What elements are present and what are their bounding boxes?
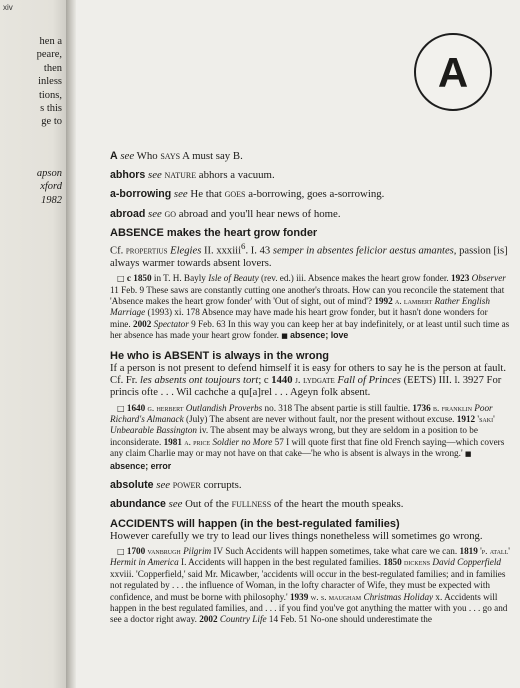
cite-author: vanbrugh [145, 546, 181, 557]
cite-title: Christmas Holiday [361, 591, 434, 602]
entry-text: of the heart the mouth speaks. [271, 498, 404, 511]
latin-quote: semper in absentes felicior aestus amantes, [272, 245, 457, 257]
left-page-text [0, 35, 62, 207]
entry-keyword: power [172, 479, 201, 492]
cite-author: a. lambert [392, 295, 433, 306]
citation-square-icon: □ [117, 547, 125, 557]
citations [110, 546, 510, 626]
cite-year: 1440 [271, 375, 293, 387]
cite-year: 1640 [126, 402, 146, 413]
cite-author: 'p. atall' [477, 546, 510, 557]
left-line: s this [40, 103, 62, 115]
entry-accidents [110, 518, 510, 626]
entry-a [110, 150, 510, 162]
cite-title: Fall of Princes [334, 375, 401, 387]
cite-year: c 1850 [126, 273, 152, 284]
cite-year: 2002 [132, 318, 152, 329]
headword: A [110, 150, 118, 162]
cite-text: (July) The absent are never without fault, nor the present without excuse. [183, 414, 457, 425]
cite-text: I. Accidents will happen in the best regulated families. [178, 557, 384, 568]
cite-title: Country Life [217, 614, 267, 625]
entry-abundance [110, 498, 510, 510]
section-letter-badge [414, 33, 492, 111]
entry-text: Out of the [182, 498, 232, 511]
def-text: Cf. [110, 245, 126, 257]
entry-definition: However carefully we try to lead our lives things nonetheless will sometimes go wrong. [110, 530, 483, 542]
cite-year: 1819 [459, 546, 478, 557]
cite-year: 1736 [412, 402, 431, 413]
left-page [0, 0, 66, 688]
entry-abhors [110, 169, 510, 181]
cite-text: 9 Feb. 63 In this way you can keep her at bay indefinitely, or at least until such time as her absence has made your heart grow fonder. [110, 318, 510, 341]
citation-square-icon: □ [117, 274, 125, 284]
left-line: peare, [36, 49, 62, 61]
cite-year: 1850 [383, 557, 402, 568]
cite-author: dickens [401, 557, 431, 568]
cite-year: 1923 [450, 273, 470, 284]
left-line: xford [40, 181, 62, 193]
cite-title: Unbearable Bassington [110, 425, 198, 436]
crossref-square-icon: ■ [464, 450, 472, 459]
entry-absence [110, 227, 510, 343]
headword: abroad [110, 207, 146, 220]
cite-year: 1912 [456, 414, 476, 425]
page-number: xiv [3, 3, 13, 12]
cite-text: IV Such Accidents will happen sometimes, take what care we can. [211, 546, 460, 557]
def-text: . I. 43 [245, 245, 273, 257]
right-page [76, 0, 520, 688]
left-line: hen a [39, 36, 62, 47]
see-ref: see [148, 169, 162, 182]
entry-text: a-borrowing, goes a-sorrowing. [245, 188, 385, 201]
entry-keyword: fullness [231, 498, 272, 511]
see-ref: see [173, 188, 188, 201]
entry-absolute [110, 479, 510, 491]
headword: ACCIDENTS will happen (in the best-regulated families) [110, 517, 400, 530]
left-line: ge to [41, 116, 62, 128]
headword: a-borrowing [110, 188, 172, 201]
entry-keyword: says [160, 150, 181, 162]
cite-title: Pilgrim [180, 546, 212, 557]
def-text: passion [is] always warmer towards absent lovers. [110, 245, 508, 269]
cite-title: Hermit in America [110, 557, 179, 568]
entry-text: A must say B. [180, 150, 243, 162]
entry-keyword: nature [164, 169, 197, 182]
book-gutter [66, 0, 76, 688]
entry-absent [110, 350, 510, 473]
entry-a-borrowing [110, 188, 510, 200]
cite-title: Outlandish Proverbs [183, 402, 263, 413]
left-gap [0, 129, 62, 167]
entry-abroad [110, 208, 510, 220]
cite-text: xxviii. 'Copperfield,' said Mr. Micawber, 'accidents will occur in the best-regulated families; and in families not regulated by . . . the influence of Woman, in the lofty character of Wife, they must be expected with confidence, and must be borne with philosophy.' [110, 568, 506, 602]
def-text: If a person is not present to defend himself it is easy for others to say he is the person at fault. Cf. Fr. [110, 362, 506, 387]
cite-title: Soldier no More [210, 436, 273, 447]
see-ref: see [168, 498, 183, 511]
entry-text: abhors a vacuum. [196, 169, 275, 182]
cite-author: w. s. maugham [308, 591, 362, 602]
cite-author: j. lydgate [292, 375, 335, 387]
cite-year: 1992 [374, 295, 393, 306]
headword: abundance [110, 498, 166, 511]
cite-year: 1939 [289, 591, 309, 602]
entry-text: He that [187, 188, 225, 201]
section-letter: A [437, 49, 469, 96]
def-text: II. xxxiii [203, 245, 242, 257]
see-ref: see [120, 150, 135, 162]
cite-year: 1981 [163, 436, 182, 447]
cite-text: x. Accidents will happen in the best regulated families, and . . . if you find you've got anything the matter with you . . . go and see a doctor right away. [110, 591, 508, 625]
cite-title: Rather English Marriage [110, 295, 490, 318]
entry-text: abroad and you'll hear news of home. [176, 207, 341, 220]
cite-text: 11 Feb. 9 These saws are constantly cutting one another's throats. How can you reconcile the statement that 'Absence makes the heart grow fonder' with 'Out of sight, out of mind'? [110, 284, 505, 306]
cite-author: a. price [181, 436, 211, 447]
see-ref: see [148, 207, 162, 220]
cite-title: Observer [469, 273, 506, 284]
entry-definition [110, 363, 510, 400]
see-ref: see [156, 479, 171, 492]
french-quote: les absents ont toujours tort [140, 375, 259, 387]
headword: abhors [110, 169, 146, 182]
crossref-square-icon: ■ [281, 332, 288, 341]
cite-title: Spectator [151, 318, 189, 329]
work-title: Elegies [167, 245, 204, 257]
cite-title: Isle of Beauty [208, 273, 259, 284]
left-line: 1982 [41, 194, 62, 206]
cite-author: 'saki' [475, 414, 495, 425]
citations [110, 403, 510, 472]
citations [110, 273, 510, 342]
cite-text: no. 318 The absent partie is still faultie. [262, 402, 413, 413]
entry-text: Who [134, 150, 161, 162]
dictionary-content [110, 150, 510, 633]
cite-year: 1700 [126, 546, 146, 557]
cite-text: 57 I will quote first that fine old French saying—which covers any claim Charlie may or may not have on that cake—'he who is absent is always in the wrong.' [110, 436, 505, 459]
cite-text: iv. The absent may be always wrong, but they are seldom in a position to be inconsiderate. [110, 425, 478, 447]
cite-text: (rev. ed.) iii. Absence makes the heart grow fonder. [258, 273, 451, 284]
cross-reference: absence; love [290, 330, 349, 341]
headword: He who is ABSENT is always in the wrong [110, 349, 330, 362]
cite-author: b. franklin [430, 402, 472, 413]
left-line: then [43, 62, 62, 74]
def-text: ; c [258, 375, 272, 387]
cite-title: David Copperfield [430, 557, 501, 568]
cite-text: 14 Feb. 51 No-one should underestimate the [266, 614, 432, 625]
entry-keyword: go [164, 207, 177, 220]
entry-text: corrupts. [200, 479, 242, 492]
headword: ABSENCE makes the heart grow fonder [110, 226, 318, 239]
cite-title: Poor Richard's Almanack [110, 402, 493, 425]
left-line: tions, [38, 89, 62, 101]
entry-definition: Cf. propertius Elegies II. xxxiii$^6$. I. 43 semper in absentes felicior aestus amantes, passion [is] always warmer towards absent lovers. [110, 241, 508, 269]
cite-year: 2002 [199, 614, 218, 625]
cross-reference: absence; error [110, 460, 172, 471]
author-name: propertius [125, 245, 168, 257]
citation-square-icon: □ [117, 403, 125, 413]
cite-author: g. herbert [145, 402, 184, 413]
entry-keyword: goes [224, 188, 246, 201]
headword: absolute [110, 479, 154, 492]
def-text: (EETS) III. l. 3927 For princis ofte . . . Wil cachche a qu[a]rel . . . Ageyn folk absent. [110, 375, 502, 399]
left-line: inless [38, 76, 62, 88]
cite-text: (1993) xi. 178 Absence may have made his heart grow fonder, but it hasn't done wonders for mine. [110, 307, 488, 329]
left-line: apson [36, 167, 62, 179]
cite-text: in T. H. Bayly [151, 273, 209, 284]
